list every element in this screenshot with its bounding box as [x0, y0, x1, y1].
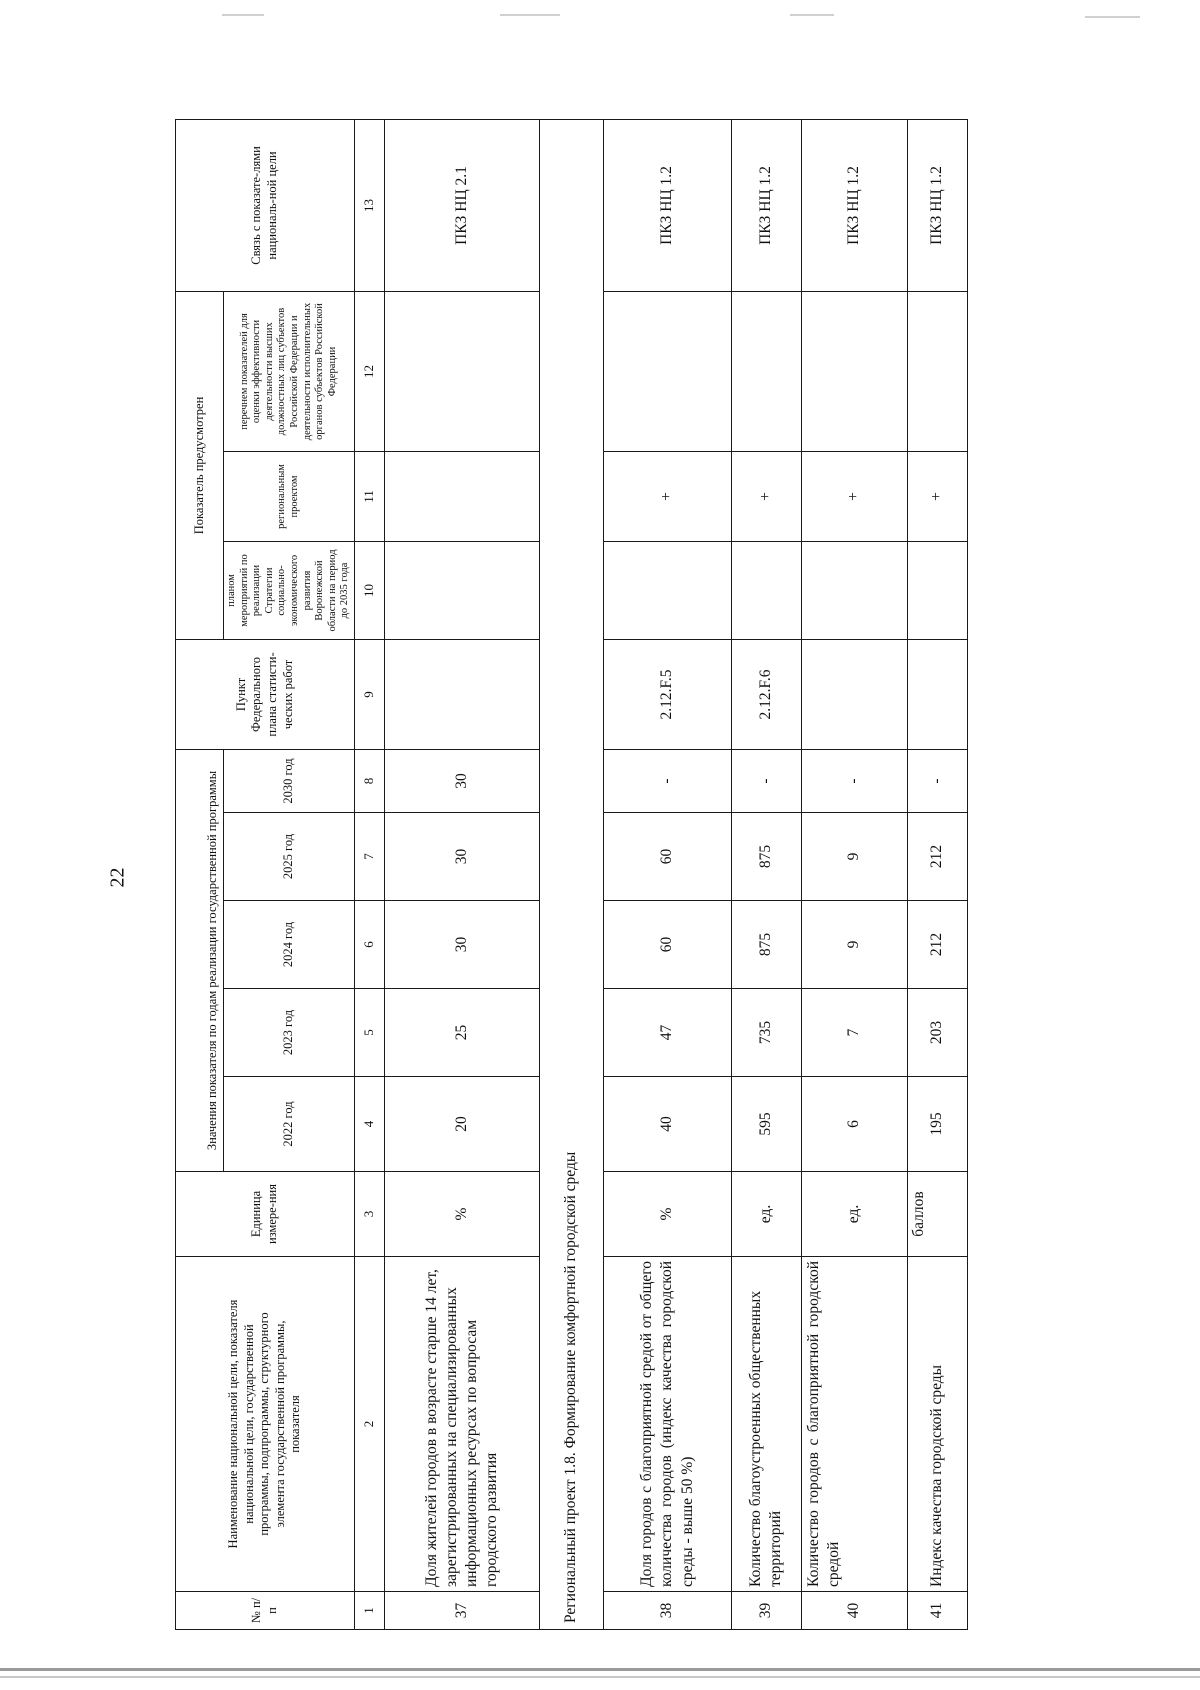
scan-edge-line — [0, 1668, 1200, 1671]
colnum-6: 6 — [354, 901, 384, 989]
row-value-2030: - — [603, 749, 731, 812]
row-name: Количество городов с благоприятной городской средой — [801, 1257, 907, 1592]
colnum-8: 8 — [354, 749, 384, 812]
colnum-7: 7 — [354, 813, 384, 901]
header-values-group: Значения показателя по годам реализации государственной программы — [176, 749, 224, 1171]
table-row — [603, 119, 731, 1629]
row-strategy — [907, 541, 967, 639]
colnum-1: 1 — [354, 1592, 384, 1630]
row-strategy — [384, 541, 539, 639]
header-link: Связь с показате-лями националь-ной цели — [176, 119, 355, 291]
row-strategy — [801, 541, 907, 639]
row-regional: + — [731, 451, 801, 541]
row-fed-plan — [801, 639, 907, 749]
row-value-2024: 30 — [384, 901, 539, 989]
header-num: № п/п — [176, 1592, 355, 1630]
colnum-5: 5 — [354, 989, 384, 1077]
row-strategy — [603, 541, 731, 639]
row-value-2024: 9 — [801, 901, 907, 989]
row-num: 40 — [801, 1592, 907, 1630]
header-strategy-plan: планом мероприятий по реализации Стратегии социально-экономического развития Воронежской области на период до 2035 года — [224, 541, 355, 639]
row-value-2022: 6 — [801, 1077, 907, 1172]
row-value-2025: 9 — [801, 813, 907, 901]
row-link: ПКЗ НЦ 1.2 — [603, 119, 731, 291]
header-year-2024: 2024 год — [224, 901, 355, 989]
indicator-table — [175, 119, 968, 1630]
row-efficiency — [384, 291, 539, 451]
colnum-9: 9 — [354, 639, 384, 749]
row-num: 39 — [731, 1592, 801, 1630]
page-number: 22 — [106, 867, 129, 888]
row-value-2025: 875 — [731, 813, 801, 901]
row-fed-plan: 2.12.F.6 — [731, 639, 801, 749]
colnum-10: 10 — [354, 541, 384, 639]
colnum-2: 2 — [354, 1257, 384, 1592]
colnum-3: 3 — [354, 1172, 384, 1257]
row-value-2022: 20 — [384, 1077, 539, 1172]
row-link: ПКЗ НЦ 1.2 — [801, 119, 907, 291]
row-value-2022: 595 — [731, 1077, 801, 1172]
row-value-2023: 47 — [603, 989, 731, 1077]
row-value-2024: 212 — [907, 901, 967, 989]
row-value-2023: 203 — [907, 989, 967, 1077]
row-regional: + — [907, 451, 967, 541]
table-row — [801, 119, 907, 1629]
colnum-13: 13 — [354, 119, 384, 291]
row-efficiency — [731, 291, 801, 451]
section-title: Региональный проект 1.8. Формирование комфортной городской среды — [539, 119, 603, 1629]
row-name: Количество благоустроенных общественных территорий — [731, 1257, 801, 1592]
row-value-2025: 212 — [907, 813, 967, 901]
row-value-2025: 60 — [603, 813, 731, 901]
row-unit: % — [603, 1172, 731, 1257]
indicator-table-wrapper — [175, 120, 946, 1630]
header-year-2025: 2025 год — [224, 813, 355, 901]
row-fed-plan — [907, 639, 967, 749]
row-value-2023: 7 — [801, 989, 907, 1077]
row-efficiency — [801, 291, 907, 451]
row-link: ПКЗ НЦ 2.1 — [384, 119, 539, 291]
row-link: ПКЗ НЦ 1.2 — [731, 119, 801, 291]
row-num: 38 — [603, 1592, 731, 1630]
row-value-2024: 875 — [731, 901, 801, 989]
scan-edge-line — [0, 1676, 1200, 1678]
header-year-2023: 2023 год — [224, 989, 355, 1077]
row-value-2030: - — [801, 749, 907, 812]
row-value-2025: 30 — [384, 813, 539, 901]
scan-artifact — [500, 14, 560, 16]
row-num: 41 — [907, 1592, 967, 1630]
row-fed-plan — [384, 639, 539, 749]
row-regional: + — [603, 451, 731, 541]
row-regional — [384, 451, 539, 541]
header-regional-project: региональным проектом — [224, 451, 355, 541]
row-value-2030: 30 — [384, 749, 539, 812]
row-name: Доля городов с благоприятной средой от общего количества городов (индекс качества городской среды - выше 50 %) — [603, 1257, 731, 1592]
header-year-2022: 2022 год — [224, 1077, 355, 1172]
row-value-2030: - — [907, 749, 967, 812]
colnum-11: 11 — [354, 451, 384, 541]
header-unit: Единица измере-ния — [176, 1172, 355, 1257]
colnum-12: 12 — [354, 291, 384, 451]
row-name: Индекс качества городской среды — [907, 1257, 967, 1592]
scan-artifact — [1085, 16, 1140, 18]
row-num: 37 — [384, 1592, 539, 1630]
table-row — [907, 119, 967, 1629]
table-row — [384, 119, 539, 1629]
row-name: Доля жителей городов в возрасте старше 14 лет, зарегистрированных на специализированных информационных ресурсах по вопросам городского развития — [384, 1257, 539, 1592]
colnum-4: 4 — [354, 1077, 384, 1172]
row-fed-plan: 2.12.F.5 — [603, 639, 731, 749]
row-value-2030: - — [731, 749, 801, 812]
header-provided-group: Показатель предусмотрен — [176, 291, 224, 639]
row-strategy — [731, 541, 801, 639]
row-unit: ед. — [731, 1172, 801, 1257]
row-regional: + — [801, 451, 907, 541]
table-row — [731, 119, 801, 1629]
scan-artifact — [790, 14, 834, 16]
row-link: ПКЗ НЦ 1.2 — [907, 119, 967, 291]
row-efficiency — [907, 291, 967, 451]
scan-artifact — [222, 14, 264, 16]
header-name: Наименование национальной цели, показателя национальной цели, государственной программы, подпрограммы, структурного элемента государственной программы, показателя — [176, 1257, 355, 1592]
row-unit: % — [384, 1172, 539, 1257]
row-value-2022: 40 — [603, 1077, 731, 1172]
row-unit: ед. — [801, 1172, 907, 1257]
header-year-2030: 2030 год — [224, 749, 355, 812]
row-unit: баллов — [907, 1172, 967, 1257]
header-efficiency-list: перечнем показателей для оценки эффективности деятельности высших должностных лиц субъектов Российской Федерации и деятельности исполнительных органов субъектов Российской Федерации — [224, 291, 355, 451]
row-value-2024: 60 — [603, 901, 731, 989]
row-value-2023: 25 — [384, 989, 539, 1077]
row-value-2023: 735 — [731, 989, 801, 1077]
header-fed-plan: Пункт Федерального плана статисти-ческих работ — [176, 639, 355, 749]
row-value-2022: 195 — [907, 1077, 967, 1172]
row-efficiency — [603, 291, 731, 451]
